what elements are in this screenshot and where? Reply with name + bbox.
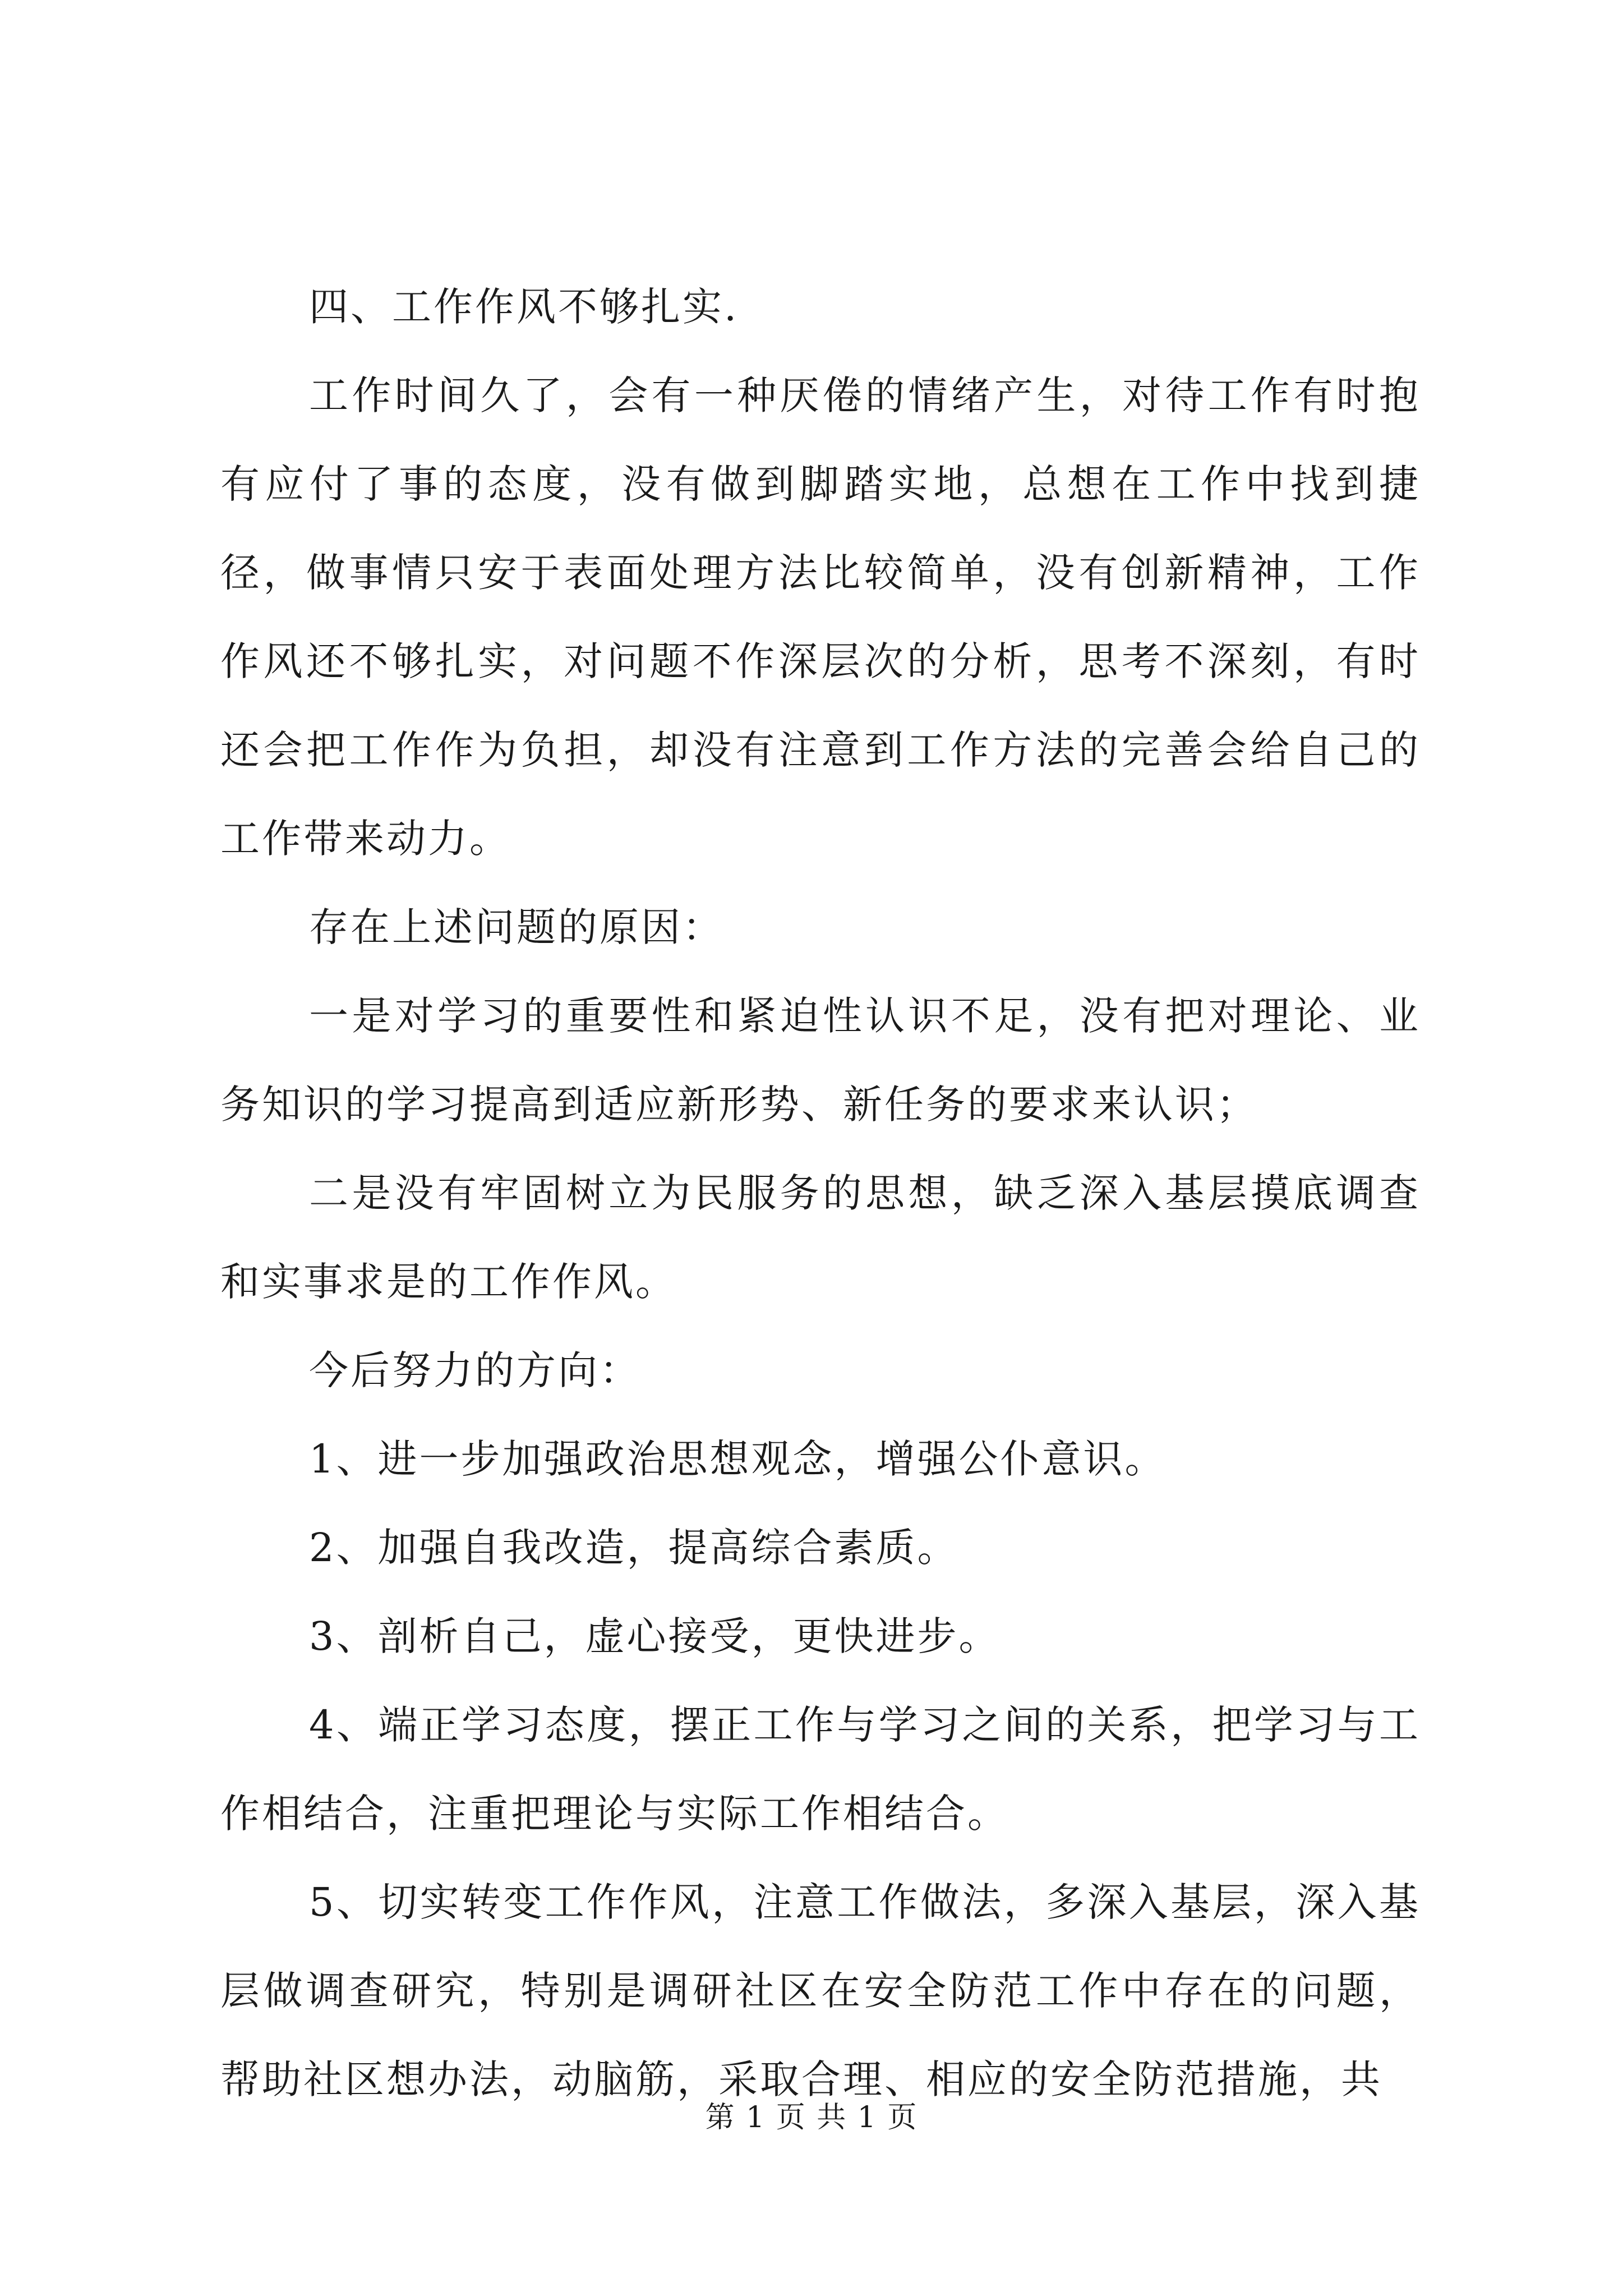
paragraph: 二是没有牢固树立为民服务的思想，缺乏深入基层摸底调查和实事求是的工作作风。 bbox=[220, 1170, 1421, 1305]
list-item: 3、剖析自己，虚心接受，更快进步。 bbox=[309, 1613, 1000, 1659]
paragraph: 存在上述问题的原因： bbox=[309, 904, 724, 950]
paragraph: 工作时间久了，会有一种厌倦的情绪产生，对待工作有时抱有应付了事的态度，没有做到脚踏实地，总想在工作中找到捷径，做事情只安于表面处理方法比较简单，没有创新精神，工作作风还不够扎实，对问题不作深层次的分析，思考不深刻，有时还会把工作作为负担，却没有注意到工作方法的完善会给自己的工作带来动力。 bbox=[220, 372, 1421, 862]
list-item: 4、端正学习态度，摆正工作与学习之间的关系，把学习与工作相结合，注重把理论与实际工作相结合。 bbox=[220, 1702, 1421, 1837]
list-item: 1、进一步加强政治思想观念，增强公仆意识。 bbox=[309, 1436, 1166, 1482]
paragraph: 今后努力的方向： bbox=[309, 1347, 641, 1393]
section-heading: 四、工作作风不够扎实. bbox=[309, 284, 739, 330]
list-item: 2、加强自我改造，提高综合素质。 bbox=[309, 1525, 959, 1571]
list-item: 5、切实转变工作作风，注意工作做法，多深入基层，深入基层做调查研究，特别是调研社区在安全防范工作中存在的问题，帮助社区想办法，动脑筋，采取合理、相应的安全防范措施，共 bbox=[220, 1879, 1421, 2102]
paragraph: 一是对学习的重要性和紧迫性认识不足，没有把对理论、业务知识的学习提高到适应新形势、新任务的要求来认识； bbox=[220, 993, 1421, 1128]
page-footer: 第 1 页 共 1 页 bbox=[705, 2101, 918, 2134]
document-body bbox=[220, 263, 1421, 2124]
